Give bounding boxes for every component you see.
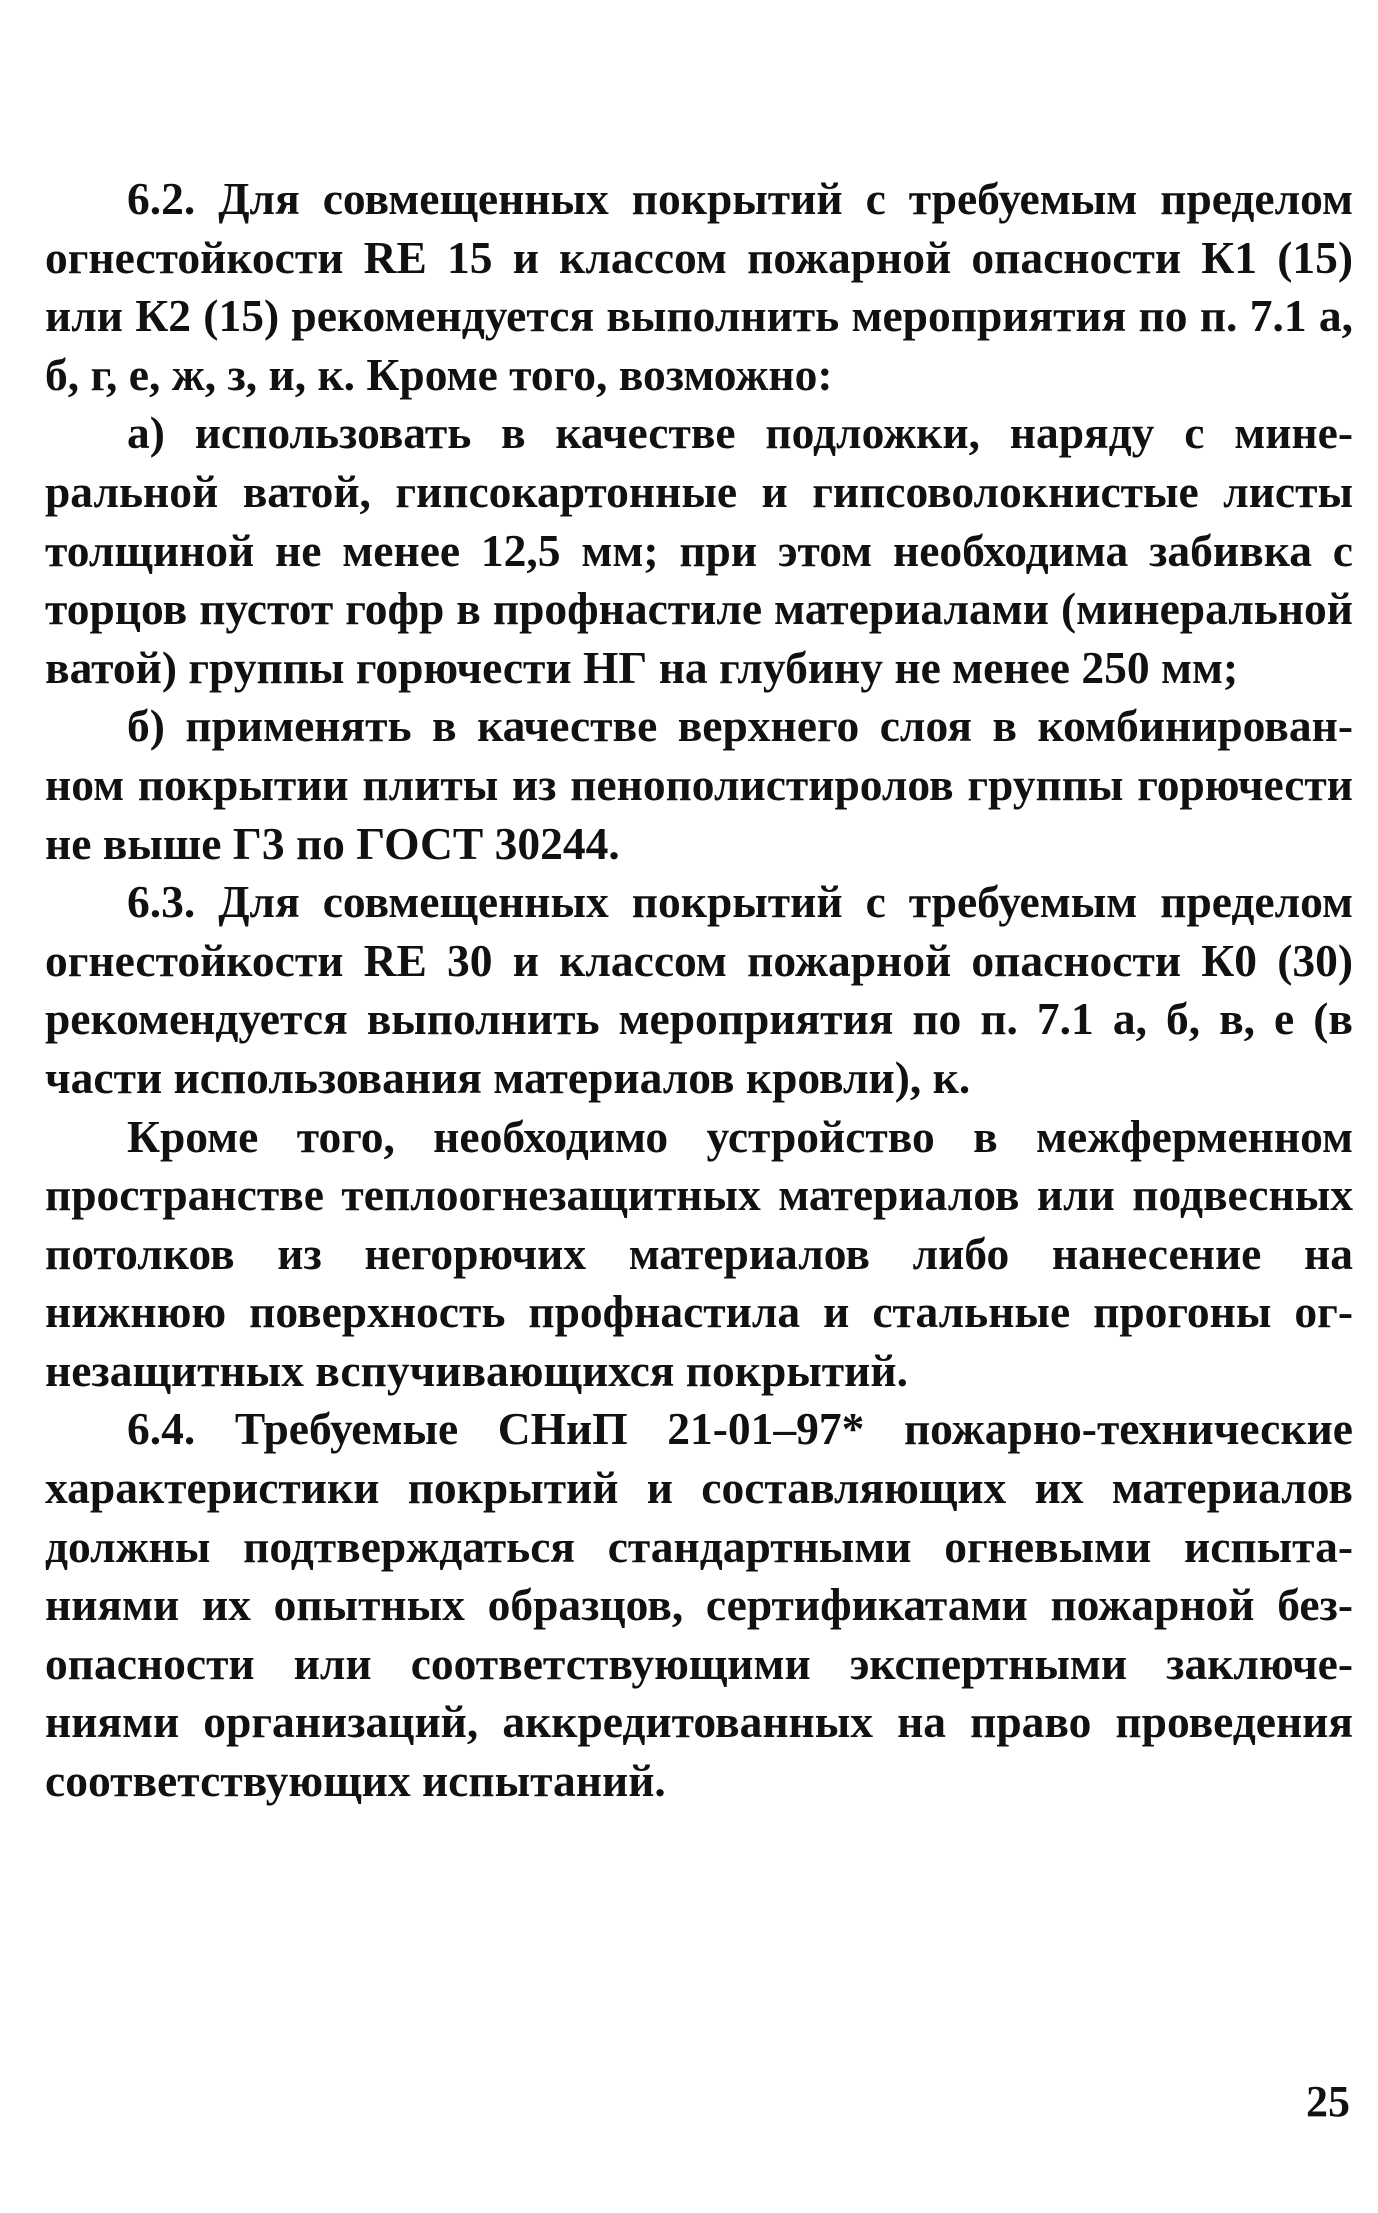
page-number: 25 <box>1306 2077 1350 2126</box>
paragraph-6-2-a: а) использовать в качестве подложки, наряду с минеральной ватой, гипсокартонные и гипсоволокнистые листы толщиной не менее 12,5 мм; при этом необходима забивка с торцов пустот гофр в профнастиле материалами (минеральной ватой) группы горючести НГ на глубину не менее 250 мм; <box>45 407 1353 693</box>
paragraph-6-2: 6.2. Для совмещенных покрытий с требуемым пределом огнестойкости RE 15 и классом пожарной опасности К1 (15) или К2 (15) рекомендуется выполнить мероприятия по п. 7.1 а, б, г, е, ж, з, и, к. Кроме того, возможно: <box>45 173 1353 400</box>
paragraph-6-4: 6.4. Требуемые СНиП 21-01–97* пожарно-технические характеристики покрытий и составляющих их материалов должны подтверждаться стандартными огневыми испытаниями их опытных образцов, сертификатами пожарной безопасности или соответствующими экспертными заключениями организаций, аккредитованных на право проведения соответствующих испытаний. <box>45 1403 1353 1807</box>
paragraph-6-2-b: б) применять в качестве верхнего слоя в комбинированном покрытии плиты из пенополистиролов группы горючести не выше Г3 по ГОСТ 30244. <box>45 700 1353 869</box>
paragraph-6-3-continued: Кроме того, необходимо устройство в межферменном пространстве теплоогнезащитных материалов или подвесных потолков из негорючих материалов либо нанесение на нижнюю поверхность профнастила и стальные прогоны огнезащитных вспучивающихся покрытий. <box>45 1110 1353 1396</box>
body-text <box>45 170 1353 1811</box>
paragraph-6-3: 6.3. Для совмещенных покрытий с требуемым пределом огнестойкости RE 30 и классом пожарной опасности К0 (30) рекомендуется выполнить мероприятия по п. 7.1 а, б, в, е (в части использования материалов кровли), к. <box>45 876 1353 1103</box>
